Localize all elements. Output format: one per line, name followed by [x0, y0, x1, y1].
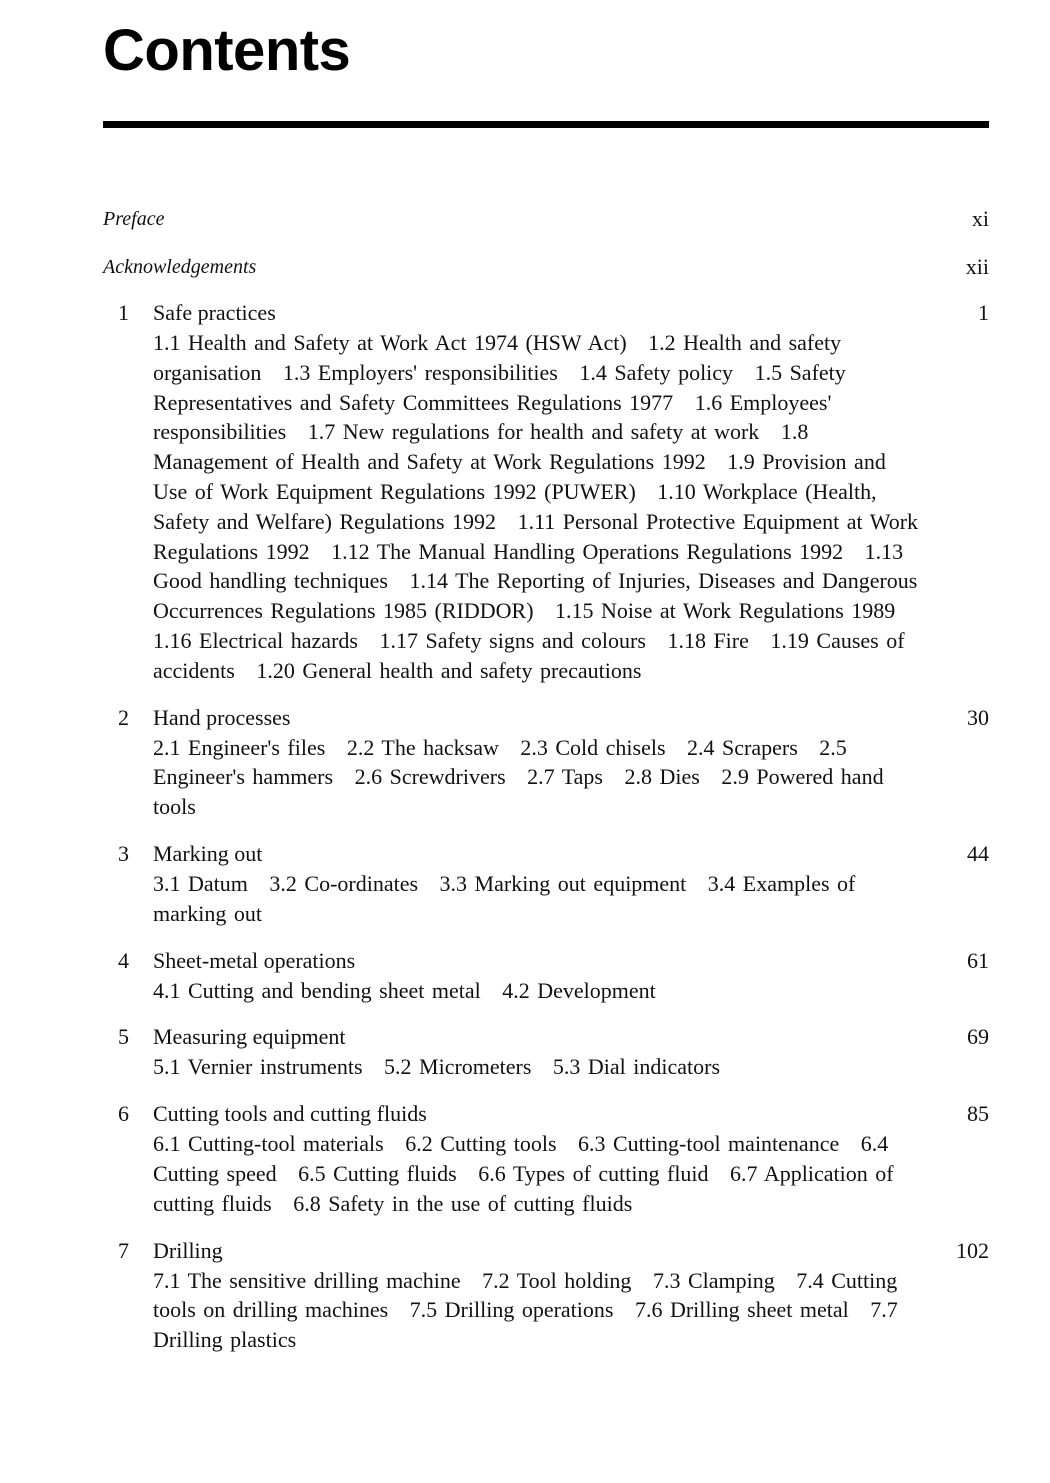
section-list [153, 733, 923, 822]
section-list [153, 1052, 923, 1082]
section-entry: 2.1 Engineer's files [153, 734, 326, 760]
section-entry: 3.3 Marking out equipment [439, 870, 687, 896]
section-entry: 2.3 Cold chisels [520, 734, 666, 760]
chapter-title: Cutting tools and cutting fluids [153, 1101, 427, 1127]
section-entry: 2.4 Scrapers [687, 734, 798, 760]
section-entry: 5.3 Dial indicators [552, 1054, 721, 1080]
chapter-title: Sheet-metal operations [153, 947, 356, 973]
section-entry: 2.8 Dies [624, 764, 700, 790]
section-entry: 1.9 Provision and Use of Work Equipment Regulations 1992 (PUWER) [153, 449, 886, 504]
chapter-entry [103, 1022, 989, 1082]
section-entry: 1.20 General health and safety precautions [256, 657, 642, 683]
chapter-number: 5 [118, 1024, 129, 1050]
section-entry: 6.3 Cutting-tool maintenance [578, 1131, 840, 1157]
section-entry: 1.5 Safety Representatives and Safety Committees Regulations 1977 [153, 359, 846, 415]
chapter-entry [103, 1236, 989, 1355]
chapter-title: Marking out [153, 840, 263, 866]
section-entry: 1.12 The Manual Handling Operations Regulations 1992 [331, 538, 844, 564]
front-matter-label: Preface [103, 208, 165, 230]
chapter-page-number: 1 [978, 300, 989, 325]
front-matter-page: xii [965, 254, 989, 279]
section-entry: 6.7 Application of cutting fluids [153, 1160, 894, 1216]
chapter-entry [103, 703, 989, 822]
front-matter-page: xi [971, 206, 989, 231]
section-list [153, 1129, 923, 1218]
section-list [153, 328, 923, 686]
front-matter-entry [103, 205, 989, 233]
chapter-title: Measuring equipment [153, 1024, 346, 1050]
section-entry: 1.3 Employers' responsibilities [282, 359, 558, 385]
title-rule [103, 121, 989, 128]
section-entry: 1.4 Safety policy [579, 359, 734, 385]
chapter-page-number: 30 [967, 704, 989, 730]
section-entry: 1.10 Workplace (Health, Safety and Welfare) Regulations 1992 [153, 478, 877, 534]
chapter-title: Drilling [153, 1237, 223, 1263]
section-entry: 1.11 Personal Protective Equipment at Work Regulations 1992 [153, 508, 919, 564]
section-entry: 7.1 The sensitive drilling machine [153, 1267, 461, 1293]
chapter-number: 2 [118, 704, 129, 730]
section-entry: 1.8 Management of Health and Safety at Work Regulations 1992 [153, 419, 809, 475]
section-entry: 4.2 Development [502, 977, 656, 1003]
section-list [153, 976, 923, 1006]
section-entry: 7.3 Clamping [652, 1267, 775, 1293]
section-entry: 2.7 Taps [527, 764, 603, 790]
front-matter-entry [103, 253, 989, 281]
chapter-page-number: 69 [967, 1024, 989, 1050]
section-entry: 6.1 Cutting-tool materials [153, 1131, 384, 1157]
section-entry: 3.1 Datum [153, 870, 248, 896]
chapter-number: 6 [118, 1101, 129, 1127]
front-matter-label: Acknowledgements [103, 256, 257, 278]
section-entry: 6.5 Cutting fluids [298, 1160, 457, 1186]
section-entry: 7.6 Drilling sheet metal [634, 1297, 849, 1323]
chapter-page-number: 61 [967, 947, 989, 973]
section-entry: 2.2 The hacksaw [346, 734, 499, 760]
section-entry: 7.2 Tool holding [482, 1267, 632, 1293]
section-entry: 6.4 Cutting speed [153, 1131, 889, 1186]
chapter-number: 4 [118, 947, 129, 973]
section-entry: 1.17 Safety signs and colours [379, 627, 646, 653]
section-entry: 1.16 Electrical hazards [153, 627, 358, 653]
section-list [153, 1266, 923, 1355]
chapter-title: Safe practices [153, 300, 276, 325]
section-entry: 1.14 The Reporting of Injuries, Diseases and Dangerous Occurrences Regulations 1985 (RIDDOR) [153, 568, 918, 624]
section-entry: 3.4 Examples of marking out [153, 870, 856, 926]
section-entry: 5.1 Vernier instruments [153, 1054, 363, 1080]
section-entry: 7.5 Drilling operations [409, 1297, 614, 1323]
chapter-title: Hand processes [153, 704, 291, 730]
section-entry: 1.7 New regulations for health and safety at work [307, 419, 760, 445]
chapter-number: 7 [118, 1237, 129, 1263]
section-entry: 7.4 Cutting tools on drilling machines [153, 1267, 898, 1323]
section-entry: 1.19 Causes of accidents [153, 627, 905, 683]
section-entry: 1.18 Fire [667, 627, 749, 653]
section-entry: 1.15 Noise at Work Regulations 1989 [555, 598, 896, 624]
section-entry: 1.6 Employees' responsibilities [153, 389, 832, 445]
section-entry: 1.2 Health and safety organisation [153, 330, 842, 385]
chapter-list [103, 298, 989, 1372]
chapter-entry [103, 1099, 989, 1218]
chapter-page-number: 102 [956, 1237, 989, 1263]
chapter-page-number: 44 [967, 840, 989, 866]
page-title: Contents [103, 18, 351, 83]
chapter-number: 3 [118, 840, 129, 866]
section-entry: 2.9 Powered hand tools [153, 764, 884, 820]
section-entry: 4.1 Cutting and bending sheet metal [153, 977, 481, 1003]
section-entry: 6.8 Safety in the use of cutting fluids [293, 1190, 633, 1216]
chapter-number: 1 [118, 300, 129, 325]
section-entry: 5.2 Micrometers [384, 1054, 532, 1080]
section-entry: 6.2 Cutting tools [405, 1131, 557, 1157]
section-entry: 7.7 Drilling plastics [153, 1297, 898, 1353]
chapter-entry [103, 298, 989, 686]
section-entry: 3.2 Co-ordinates [269, 870, 419, 896]
chapter-entry [103, 839, 989, 929]
section-entry: 6.6 Types of cutting fluid [478, 1160, 709, 1186]
chapter-page-number: 85 [967, 1101, 989, 1127]
chapter-entry [103, 946, 989, 1006]
section-entry: 2.6 Screwdrivers [354, 764, 506, 790]
section-list [153, 869, 923, 929]
section-entry: 1.13 Good handling techniques [153, 538, 904, 594]
section-entry: 1.1 Health and Safety at Work Act 1974 (HSW Act) [153, 330, 627, 355]
section-entry: 2.5 Engineer's hammers [153, 734, 847, 790]
